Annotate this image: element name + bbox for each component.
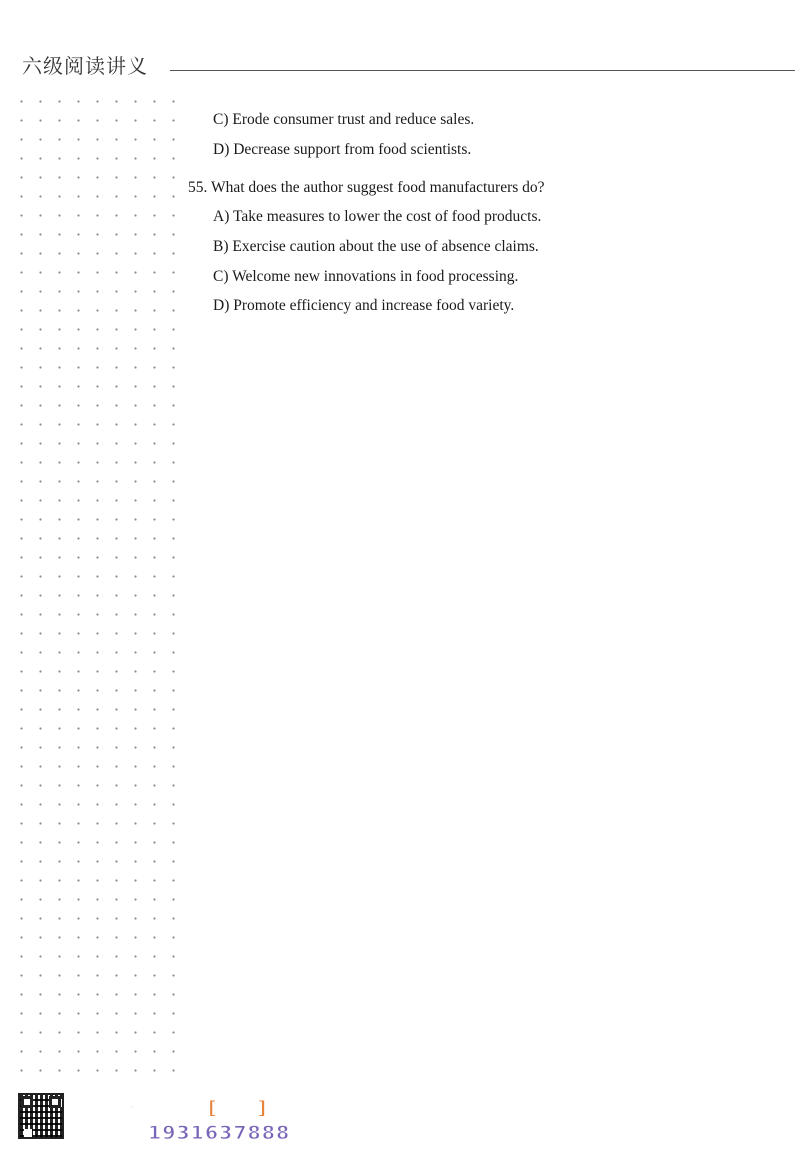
header-rule bbox=[170, 70, 795, 71]
promo-line-2: 联系微信1931637888 bbox=[68, 1122, 291, 1144]
option-54-d: D) Decrease support from food scientists. bbox=[213, 141, 472, 158]
qr-code-icon bbox=[18, 1093, 64, 1139]
question-55: 55. What does the author suggest food manufacturers do? bbox=[188, 179, 545, 196]
option-55-d: D) Promote efficiency and increase food variety. bbox=[213, 297, 515, 314]
promo-line-1: 配套课程公众号[研大] bbox=[68, 1097, 268, 1119]
header-title: 六级阅读讲义 bbox=[22, 54, 148, 78]
dot-grid-margin bbox=[12, 92, 176, 1087]
option-55-c: C) Welcome new innovations in food processing. bbox=[213, 268, 519, 285]
option-54-c: C) Erode consumer trust and reduce sales. bbox=[213, 111, 475, 128]
option-55-b: B) Exercise caution about the use of absence claims. bbox=[213, 238, 539, 255]
option-55-a: A) Take measures to lower the cost of food products. bbox=[213, 208, 542, 225]
footer-promo bbox=[18, 1093, 318, 1145]
